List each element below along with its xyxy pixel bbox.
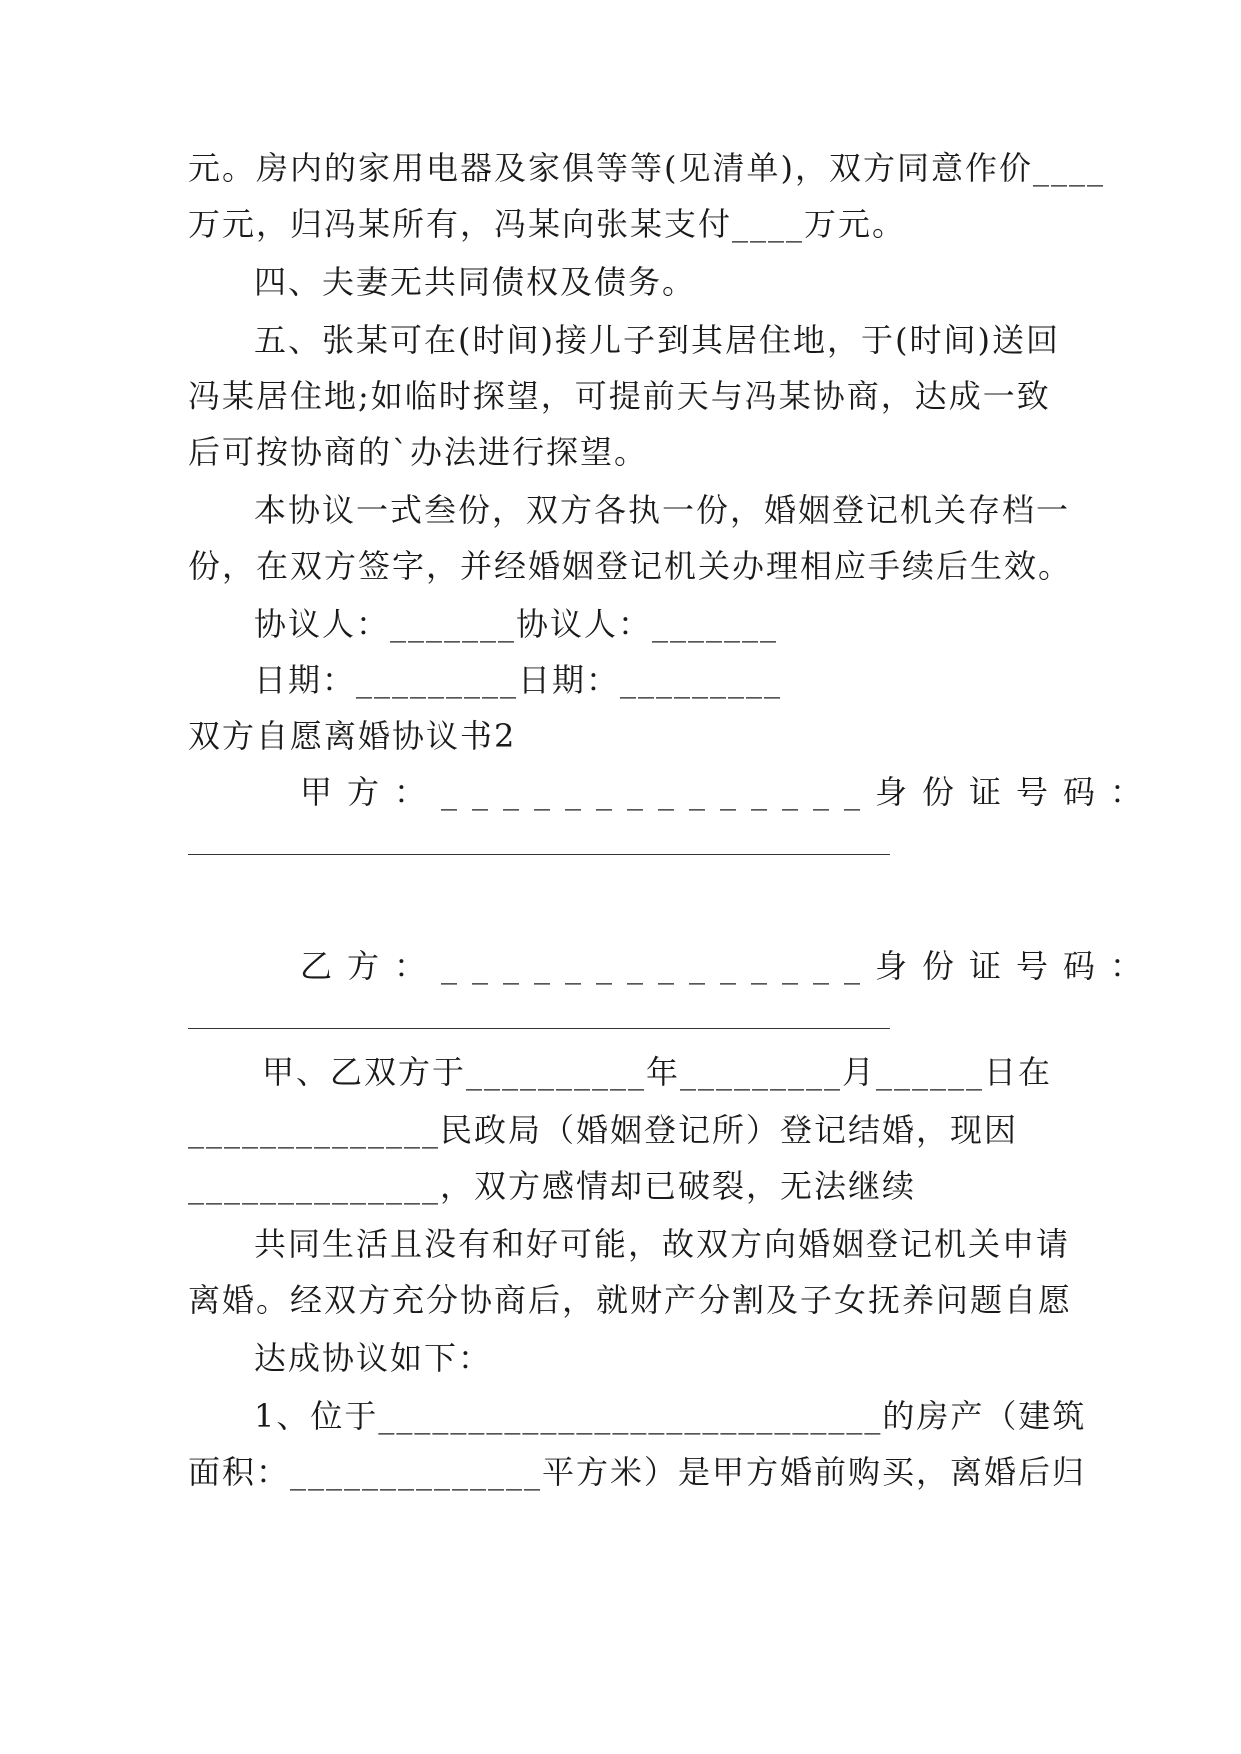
body-line: 离婚。经双方充分协商后，就财产分割及子女抚养问题自愿	[188, 1281, 1073, 1319]
agreement-intro: 达成协议如下：	[254, 1339, 493, 1377]
body-line: 共同生活且没有和好可能，故双方向婚姻登记机关申请	[254, 1225, 1071, 1263]
party-a-id-blank	[188, 854, 890, 855]
party-b-id-blank	[188, 1028, 890, 1029]
clause-5: 五、张某可在(时间)接儿子到其居住地，于(时间)送回	[254, 321, 1060, 359]
copies-paragraph: 本协议一式叁份，双方各执一份，婚姻登记机关存档一	[254, 491, 1071, 529]
body-line: 万元，归冯某所有，冯某向张某支付____万元。	[188, 205, 907, 243]
body-line: 元。房内的家用电器及家俱等等(见清单)，双方同意作价____	[188, 149, 1105, 187]
party-b-line: 乙方：______________身份证号码：	[300, 947, 1158, 985]
body-line: 份，在双方签字，并经婚姻登记机关办理相应手续后生效。	[188, 547, 1073, 585]
signature-line: 协议人：_______协议人：_______	[254, 605, 779, 643]
clause-1: 1、位于____________________________的房产（建筑	[254, 1397, 1087, 1435]
body-line: 冯某居住地;如临时探望，可提前天与冯某协商，达成一致	[188, 377, 1051, 415]
marriage-registration-line: 甲、乙双方于__________年_________月______日在	[262, 1053, 1053, 1091]
body-line: 后可按协商的`办法进行探望。	[188, 433, 649, 471]
party-a-line: 甲方：______________身份证号码：	[300, 773, 1158, 811]
body-line: ______________民政局（婚姻登记所）登记结婚，现因	[188, 1111, 1019, 1149]
section-title: 双方自愿离婚协议书2	[188, 717, 517, 755]
body-line: 面积：______________平方米）是甲方婚前购买，离婚后归	[188, 1453, 1087, 1491]
body-line: ______________，双方感情却已破裂，无法继续	[188, 1167, 917, 1205]
date-line: 日期：_________日期：_________	[254, 661, 783, 699]
clause-4: 四、夫妻无共同债权及债务。	[254, 263, 697, 301]
